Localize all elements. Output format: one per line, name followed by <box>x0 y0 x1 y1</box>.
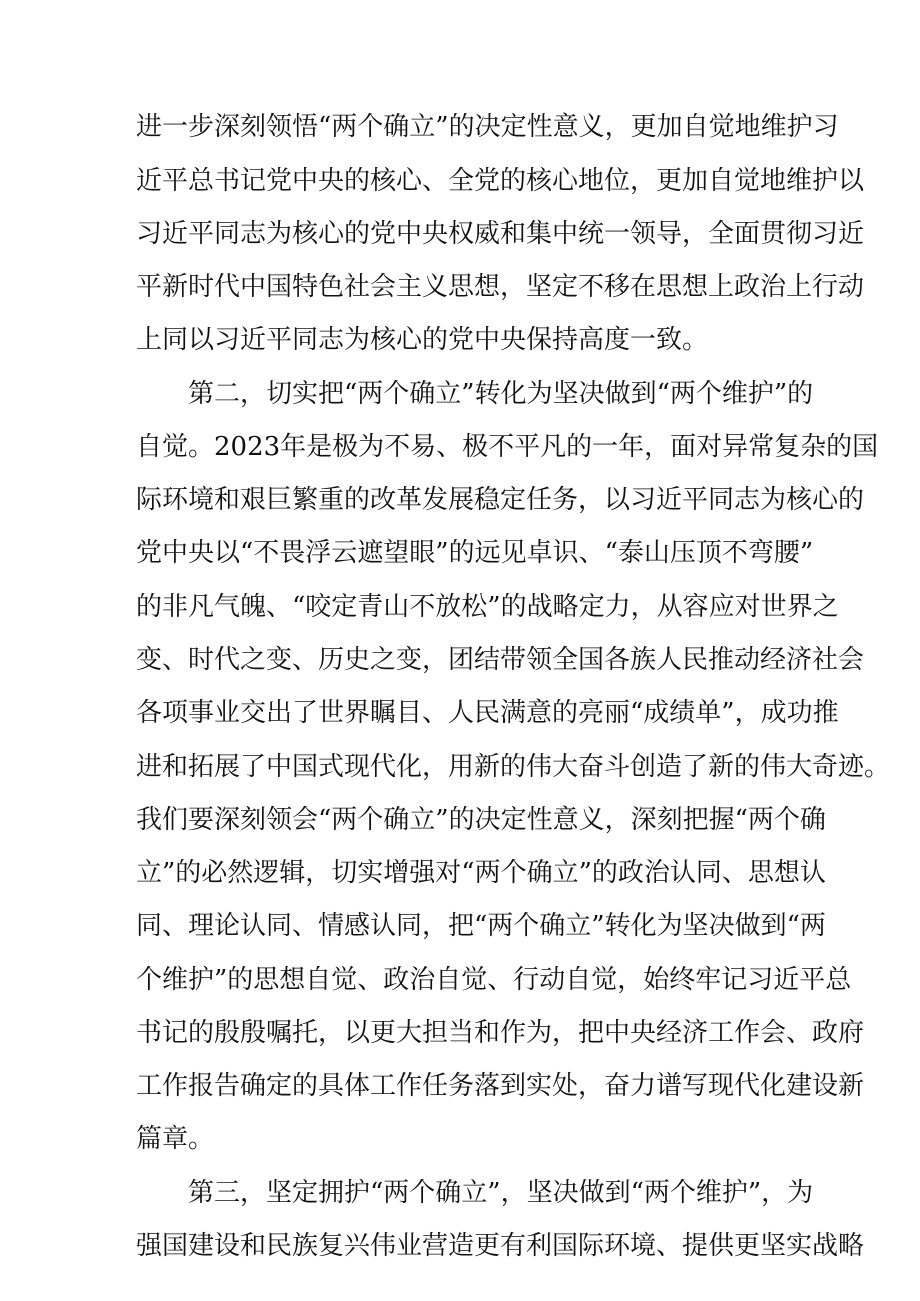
paragraph-start-line: 第二，切实把“两个确立”转化为坚决做到“两个维护”的 <box>188 379 814 409</box>
text-line: 平新时代中国特色社会主义思想，坚定不移在思想上政治上行动 <box>136 272 865 302</box>
text-line: 际环境和艰巨繁重的改革发展稳定任务，以习近平同志为核心的 <box>136 485 865 515</box>
text-line: 习近平同志为核心的党中央权威和集中统一领导，全面贯彻习近 <box>136 219 865 249</box>
text-line: 各项事业交出了世界瞩目、人民满意的亮丽“成绩单”，成功推 <box>136 698 839 728</box>
paragraph-start-line: 第三，坚定拥护“两个确立”，坚决做到“两个维护”，为 <box>188 1178 814 1208</box>
text-line: 强国建设和民族复兴伟业营造更有利国际环境、提供更坚实战略 <box>136 1231 865 1261</box>
text-line: 近平总书记党中央的核心、全党的核心地位，更加自觉地维护以 <box>136 166 865 196</box>
text-line: 党中央以“不畏浮云遮望眼”的远见卓识、“泰山压顶不弯腰” <box>136 538 814 568</box>
text-line: 书记的殷殷嘱托，以更大担当和作为，把中央经济工作会、政府 <box>136 1018 865 1048</box>
text-line: 进一步深刻领悟“两个确立”的决定性意义，更加自觉地维护习 <box>136 112 839 142</box>
text-line: 上同以习近平同志为核心的党中央保持高度一致。 <box>136 325 709 355</box>
text-line: 进和拓展了中国式现代化，用新的伟大奋斗创造了新的伟大奇迹。 <box>136 752 891 782</box>
text-line: 立”的必然逻辑，切实增强对“两个确立”的政治认同、思想认 <box>136 858 826 888</box>
text-line: 我们要深刻领会“两个确立”的决定性意义，深刻把握“两个确 <box>136 805 826 835</box>
text-line: 变、时代之变、历史之变，团结带领全国各族人民推动经济社会 <box>136 645 865 675</box>
text-line: 同、理论认同、情感认同，把“两个确立”转化为坚决做到“两 <box>136 911 826 941</box>
text-line: 个维护”的思想自觉、政治自觉、行动自觉，始终牢记习近平总 <box>136 965 852 995</box>
text-line: 的非凡气魄、“咬定青山不放松”的战略定力，从容应对世界之 <box>136 592 839 622</box>
text-line: 篇章。 <box>136 1124 215 1154</box>
text-line: 工作报告确定的具体工作任务落到实处，奋力谱写现代化建设新 <box>136 1071 865 1101</box>
text-line: 自觉。2023年是极为不易、极不平凡的一年，面对异常复杂的国 <box>136 432 879 462</box>
